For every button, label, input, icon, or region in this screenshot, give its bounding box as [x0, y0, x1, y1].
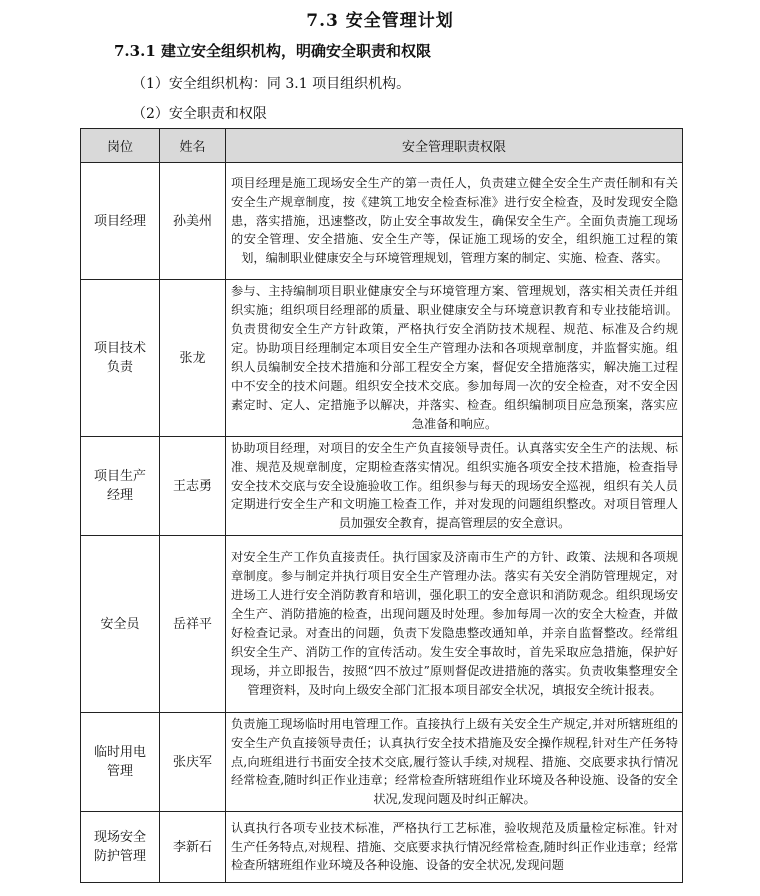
table-row — [81, 163, 683, 280]
cell-duty: 协助项目经理，对项目的安全生产负直接领导责任。认真落实安全生产的法规、标准、规范及规章制度，定期检查落实情况。组织实施各项安全技术措施，检查指导安全技术交底与安全设施验收工作。组织参与每天的现场安全巡视，组织有关人员定期进行安全生产和文明施工检查工作，并对发现的问题组织整改。对项目管理人员加强安全教育，提高管理层的安全意识。 — [226, 437, 683, 536]
header-duty: 安全管理职责权限 — [226, 129, 683, 163]
cell-name: 李新石 — [160, 812, 226, 883]
table-row — [81, 536, 683, 713]
cell-name: 孙美州 — [160, 163, 226, 280]
table-row — [81, 280, 683, 437]
cell-duty: 认真执行各项专业技术标准，严格执行工艺标准，验收规范及质量检定标准。针对生产任务特点,对规程、措施、交底要求执行情况经常检查,随时纠正作业违章；经常检查所辖班组作业环境及各种设施、设备的安全状况,发现问题 — [226, 812, 683, 883]
paragraph-duties: （2）安全职责和权限 — [132, 106, 267, 122]
table-row — [81, 812, 683, 883]
table-row — [81, 713, 683, 812]
header-name: 姓名 — [160, 129, 226, 163]
cell-duty: 项目经理是施工现场安全生产的第一责任人，负责建立健全安全生产责任制和有关安全生产规章制度，按《建筑工地安全检查标准》进行安全检查，及时发现安全隐患，落实措施，迅速整改，防止安全事故发生，确保安全生产。全面负责施工现场的安全管理、安全措施、安全生产等，保证施工现场的安全，组织施工过程的策划，编制职业健康安全与环境管理规划，管理方案的制定、实施、检查、落实。 — [226, 163, 683, 280]
responsibility-table — [80, 128, 683, 883]
cell-duty: 对安全生产工作负直接责任。执行国家及济南市生产的方针、政策、法规和各项规章制度。参与制定并执行项目安全生产管理办法。落实有关安全消防管理规定，对进场工人进行安全消防教育和培训，强化职工的安全意识和消防观念。组织现场安全生产、消防措施的检查，出现问题及时处理。参加每周一次的安全大检查，并做好检查记录。对查出的问题，负责下发隐患整改通知单，并亲自监督整改。经常组织安全生产、消防工作的宣传活动。发生安全事故时，首先采取应急措施，保护好现场，并立即报告，按照“四不放过”原则督促改进措施的落实。负责收集整理安全管理资料，及时向上级安全部门汇报本项目部安全状况，填报安全统计报表。 — [226, 536, 683, 713]
cell-role: 项目经理 — [81, 163, 160, 280]
cell-role: 临时用电管理 — [81, 713, 160, 812]
cell-name: 张庆军 — [160, 713, 226, 812]
cell-name: 岳祥平 — [160, 536, 226, 713]
cell-duty: 负责施工现场临时用电管理工作。直接执行上级有关安全生产规定,并对所辖班组的安全生产负直接领导责任；认真执行安全技术措施及安全操作规程,针对生产任务特点,向班组进行书面安全技术交底,履行签认手续,对规程、措施、交底要求执行情况经常检查,随时纠正作业违章；经常检查所辖班组作业环境及各种设施、设备的安全状况,发现问题及时纠正解决。 — [226, 713, 683, 812]
table-row — [81, 437, 683, 536]
cell-role: 项目生产经理 — [81, 437, 160, 536]
cell-role: 项目技术负责 — [81, 280, 160, 437]
header-role: 岗位 — [81, 129, 160, 163]
table-header-row — [81, 129, 683, 163]
cell-duty: 参与、主持编制项目职业健康安全与环境管理方案、管理规划，落实相关责任并组织实施；组织项目经理部的质量、职业健康安全与环境意识教育和专业技能培训。负责贯彻安全生产方针政策，严格执行安全消防技术规程、规范、标准及合约规定。协助项目经理制定本项目安全生产管理办法和各项规章制度，并监督实施。组织人员编制安全技术措施和分部工程安全方案，督促安全措施落实，解决施工过程中不安全的技术问题。组织安全技术交底。参加每周一次的安全检查，对不安全因素定时、定人、定措施予以解决，并落实、检查。组织编制项目应急预案，落实应急准备和响应。 — [226, 280, 683, 437]
subsection-title: 7.3.1 建立安全组织机构，明确安全职责和权限 — [114, 42, 431, 60]
cell-name: 张龙 — [160, 280, 226, 437]
paragraph-org: （1）安全组织机构：同 3.1 项目组织机构。 — [132, 76, 411, 92]
section-title: 7.3 安全管理计划 — [306, 11, 454, 31]
cell-role: 安全员 — [81, 536, 160, 713]
cell-name: 王志勇 — [160, 437, 226, 536]
cell-role: 现场安全防护管理 — [81, 812, 160, 883]
